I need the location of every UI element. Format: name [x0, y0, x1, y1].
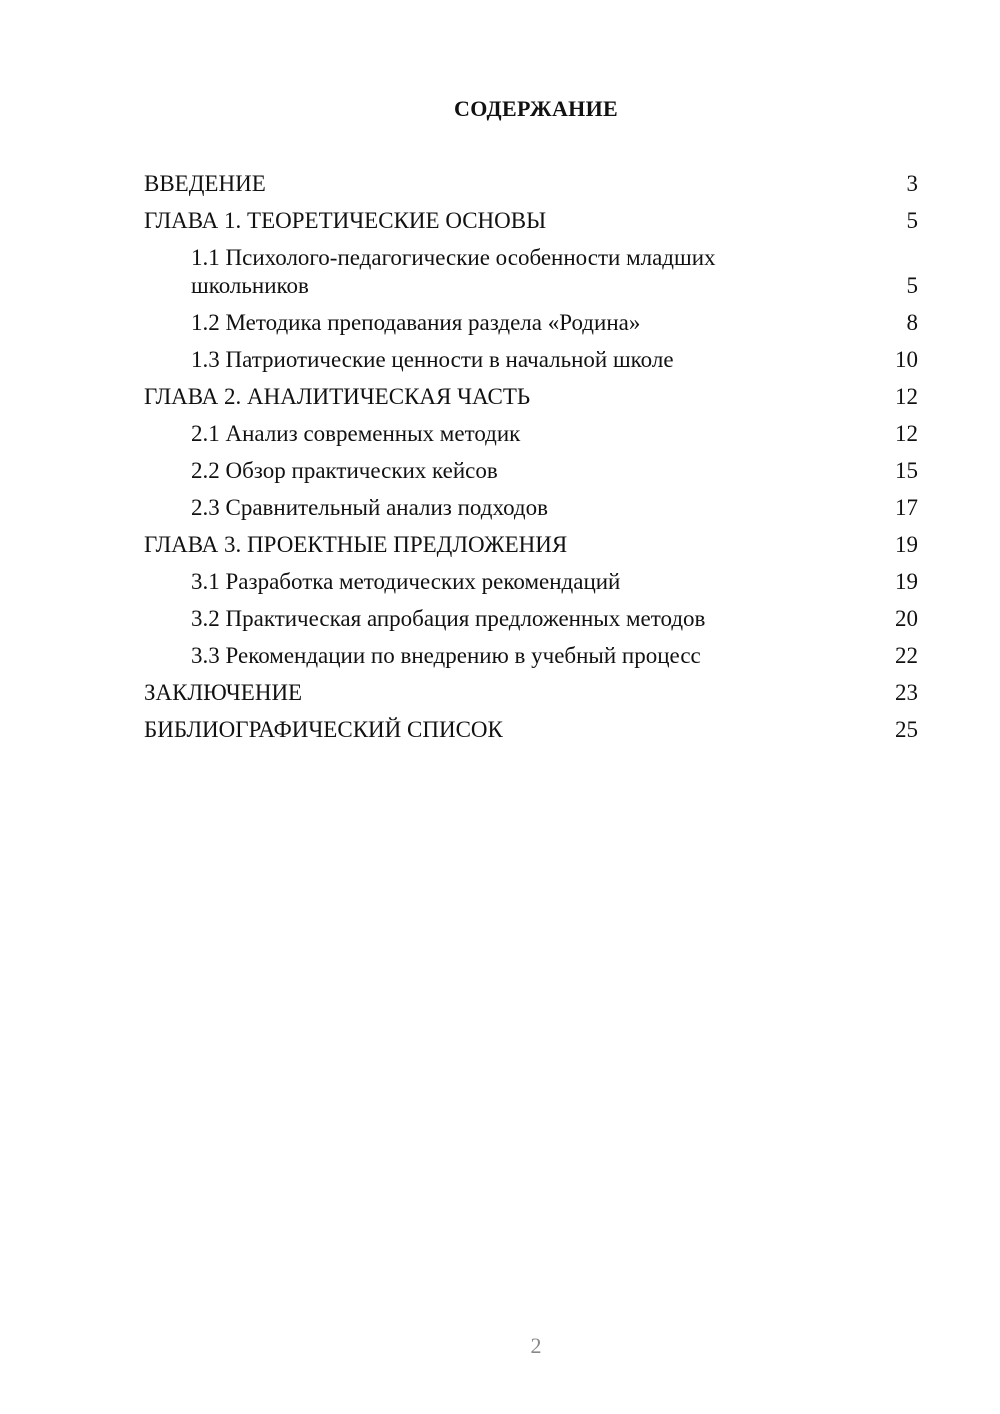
- toc-entry-page: 19: [895, 532, 918, 557]
- page-title: СОДЕРЖАНИЕ: [454, 96, 618, 121]
- toc-entry-chapter-1: [144, 207, 918, 235]
- toc-entry-page: 3: [906, 171, 918, 196]
- toc-entry-label: 2.2 Обзор практических кейсов: [191, 458, 498, 483]
- toc-entry-page: 12: [895, 421, 918, 446]
- toc-entry-section-2-2: [144, 457, 918, 485]
- toc-entry-introduction: [144, 170, 918, 198]
- toc-entry-label: БИБЛИОГРАФИЧЕСКИЙ СПИСОК: [144, 717, 503, 742]
- toc-entry-label: 3.2 Практическая апробация предложенных методов: [191, 606, 706, 631]
- toc-entry-label: 2.3 Сравнительный анализ подходов: [191, 495, 548, 520]
- toc-entry-page: 10: [895, 347, 918, 372]
- toc-entry-label: 2.1 Анализ современных методик: [191, 421, 521, 446]
- page-number: 2: [530, 1333, 542, 1358]
- toc-entry-section-3-2: [144, 605, 918, 633]
- toc-entry-label: 3.3 Рекомендации по внедрению в учебный процесс: [191, 643, 701, 668]
- toc-entry-section-2-3: [144, 494, 918, 522]
- toc-entry-section-3-3: [144, 642, 918, 670]
- toc-entry-label: ВВЕДЕНИЕ: [144, 171, 266, 196]
- toc-entry-section-1-3: [144, 346, 918, 374]
- toc-entry-section-1-2: [144, 309, 918, 337]
- toc-entry-section-1-1: [144, 244, 918, 300]
- toc-entry-page: 8: [906, 310, 918, 335]
- toc-entry-page: 23: [895, 680, 918, 705]
- toc-entry-page: 5: [906, 208, 918, 233]
- toc-entry-bibliography: [144, 716, 918, 744]
- toc-entry-chapter-3: [144, 531, 918, 559]
- toc-entry-chapter-2: [144, 383, 918, 411]
- toc-entry-page: 20: [895, 606, 918, 631]
- toc-entry-label: ГЛАВА 1. ТЕОРЕТИЧЕСКИЕ ОСНОВЫ: [144, 208, 547, 233]
- toc-entry-label: ГЛАВА 3. ПРОЕКТНЫЕ ПРЕДЛОЖЕНИЯ: [144, 532, 568, 557]
- toc-entry-page: 17: [895, 495, 918, 520]
- toc-entry-label: 1.1 Психолого-педагогические особенности младших школьников: [191, 245, 716, 298]
- toc-entry-label: 1.3 Патриотические ценности в начальной школе: [191, 347, 674, 372]
- toc-entry-label: ГЛАВА 2. АНАЛИТИЧЕСКАЯ ЧАСТЬ: [144, 384, 531, 409]
- toc-entry-label: ЗАКЛЮЧЕНИЕ: [144, 680, 303, 705]
- toc-entry-section-3-1: [144, 568, 918, 596]
- toc-entry-page: 25: [895, 717, 918, 742]
- table-of-contents: [144, 170, 918, 753]
- toc-entry-page: 19: [895, 569, 918, 594]
- toc-entry-page: 15: [895, 458, 918, 483]
- toc-entry-page: 5: [906, 273, 918, 298]
- toc-entry-section-2-1: [144, 420, 918, 448]
- toc-entry-conclusion: [144, 679, 918, 707]
- toc-entry-label: 1.2 Методика преподавания раздела «Родина»: [191, 310, 641, 335]
- toc-entry-page: 22: [895, 643, 918, 668]
- toc-entry-label: 3.1 Разработка методических рекомендаций: [191, 569, 621, 594]
- toc-entry-page: 12: [895, 384, 918, 409]
